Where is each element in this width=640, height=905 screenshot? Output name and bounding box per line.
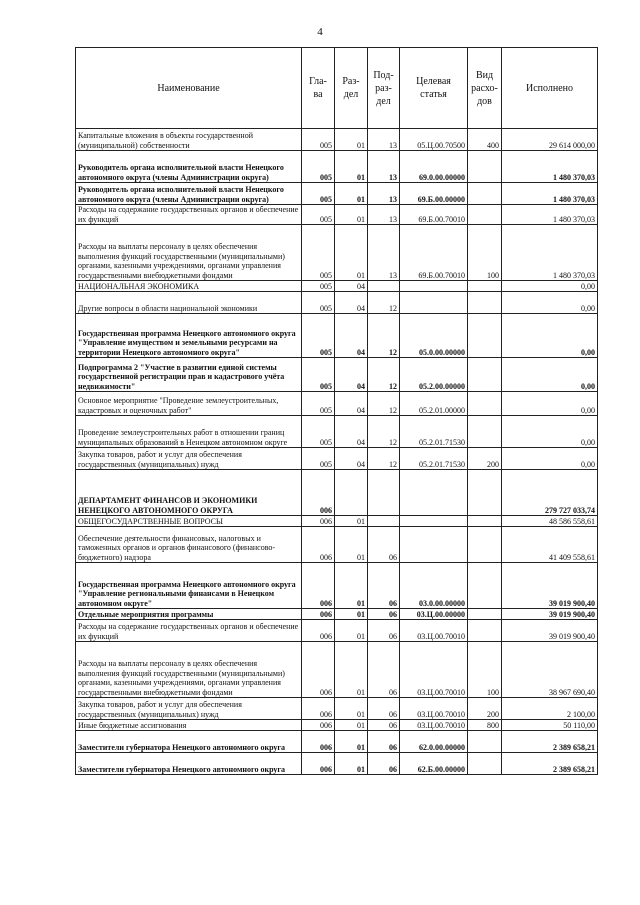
budget-table <box>75 47 598 775</box>
row-amount: 1 480 370,03 <box>502 151 598 183</box>
row-podrazdel: 12 <box>368 416 400 448</box>
table-row <box>76 183 598 205</box>
row-glava: 006 <box>302 516 335 527</box>
row-name: Заместители губернатора Ненецкого автономного округа <box>76 753 302 775</box>
row-glava: 006 <box>302 470 335 516</box>
row-name: Подпрограмма 2 "Участие в развитии единой системы государственной регистрации прав и кадастрового учёта недвижимости" <box>76 358 302 392</box>
row-razdel <box>335 470 368 516</box>
row-glava: 006 <box>302 620 335 642</box>
table-header-row <box>76 48 598 129</box>
row-target: 03.Ц.00.70010 <box>400 698 468 720</box>
row-razdel: 01 <box>335 753 368 775</box>
row-target <box>400 516 468 527</box>
row-target: 05.2.01.71530 <box>400 448 468 470</box>
row-amount: 0,00 <box>502 281 598 292</box>
table-row <box>76 753 598 775</box>
row-podrazdel: 06 <box>368 609 400 620</box>
row-podrazdel <box>368 470 400 516</box>
row-podrazdel: 06 <box>368 753 400 775</box>
row-name: Расходы на выплаты персоналу в целях обеспечения выполнения функций государственными (муниципальными) органами, казенными учреждениями, органами управления государственными внебюджетными фондами <box>76 225 302 281</box>
row-target: 05.2.01.00000 <box>400 392 468 416</box>
row-glava: 006 <box>302 731 335 753</box>
row-amount: 0,00 <box>502 292 598 314</box>
row-amount: 39 019 900,40 <box>502 620 598 642</box>
table-row <box>76 358 598 392</box>
row-name: Капитальные вложения в объекты государственной (муниципальной) собственности <box>76 129 302 151</box>
page-number: 4 <box>317 26 323 38</box>
table-row <box>76 731 598 753</box>
row-vid <box>468 753 502 775</box>
row-name: Руководитель органа исполнительной власти Ненецкого автономного округа (члены Администрации округа) <box>76 183 302 205</box>
row-target <box>400 470 468 516</box>
row-amount: 48 586 558,61 <box>502 516 598 527</box>
row-name: ДЕПАРТАМЕНТ ФИНАНСОВ И ЭКОНОМИКИ НЕНЕЦКОГО АВТОНОМНОГО ОКРУГА <box>76 470 302 516</box>
row-amount: 2 389 658,21 <box>502 731 598 753</box>
header-done: Исполнено <box>502 48 598 129</box>
row-amount: 2 100,00 <box>502 698 598 720</box>
row-glava: 005 <box>302 129 335 151</box>
row-amount: 39 019 900,40 <box>502 609 598 620</box>
table-row <box>76 416 598 448</box>
row-amount: 0,00 <box>502 314 598 358</box>
row-name: Закупка товаров, работ и услуг для обеспечения государственных (муниципальных) нужд <box>76 448 302 470</box>
row-name: Иные бюджетные ассигнования <box>76 720 302 731</box>
row-glava: 006 <box>302 642 335 698</box>
row-vid: 200 <box>468 448 502 470</box>
row-glava: 005 <box>302 183 335 205</box>
row-amount: 29 614 000,00 <box>502 129 598 151</box>
row-target: 05.Ц.00.70500 <box>400 129 468 151</box>
table-row <box>76 698 598 720</box>
row-razdel: 01 <box>335 720 368 731</box>
row-target: 69.Б.00.00000 <box>400 183 468 205</box>
row-name: Расходы на выплаты персоналу в целях обеспечения выполнения функций государственными (муниципальными) органами, казенными учреждениями, органами управления государственными внебюджетными фондами <box>76 642 302 698</box>
row-glava: 006 <box>302 698 335 720</box>
row-target: 03.Ц.00.70010 <box>400 620 468 642</box>
row-amount: 1 480 370,03 <box>502 225 598 281</box>
row-amount: 39 019 900,40 <box>502 563 598 609</box>
row-name: Основное мероприятие "Проведение землеустроительных, кадастровых и оценочных работ" <box>76 392 302 416</box>
row-vid: 200 <box>468 698 502 720</box>
row-razdel: 04 <box>335 448 368 470</box>
row-glava: 005 <box>302 358 335 392</box>
row-name: Расходы на содержание государственных органов и обеспечение их функций <box>76 205 302 225</box>
header-name: Наименование <box>76 48 302 129</box>
row-podrazdel: 06 <box>368 731 400 753</box>
row-razdel: 04 <box>335 281 368 292</box>
row-vid <box>468 183 502 205</box>
row-razdel: 04 <box>335 416 368 448</box>
row-podrazdel: 13 <box>368 225 400 281</box>
row-razdel: 04 <box>335 392 368 416</box>
table-row <box>76 314 598 358</box>
row-razdel: 01 <box>335 129 368 151</box>
row-razdel: 01 <box>335 563 368 609</box>
row-podrazdel: 13 <box>368 183 400 205</box>
row-razdel: 01 <box>335 527 368 563</box>
row-target <box>400 292 468 314</box>
row-target: 05.0.00.00000 <box>400 314 468 358</box>
row-glava: 006 <box>302 609 335 620</box>
table-row <box>76 563 598 609</box>
table-row <box>76 720 598 731</box>
table-row <box>76 281 598 292</box>
header-vid: Вид расхо- дов <box>468 48 502 129</box>
row-vid <box>468 470 502 516</box>
row-target: 62.Б.00.00000 <box>400 753 468 775</box>
row-target: 03.0.00.00000 <box>400 563 468 609</box>
row-name: Государственная программа Ненецкого автономного округа "Управление региональными финансами в Ненецком автономном округе" <box>76 563 302 609</box>
row-podrazdel: 06 <box>368 620 400 642</box>
row-name: ОБЩЕГОСУДАРСТВЕННЫЕ ВОПРОСЫ <box>76 516 302 527</box>
row-name: Проведение землеустроительных работ в отношении границ муниципальных образований в Ненецком автономном округе <box>76 416 302 448</box>
row-razdel: 01 <box>335 609 368 620</box>
row-target: 69.Б.00.70010 <box>400 225 468 281</box>
row-podrazdel: 12 <box>368 358 400 392</box>
row-glava: 006 <box>302 720 335 731</box>
row-target: 05.2.01.71530 <box>400 416 468 448</box>
row-vid <box>468 620 502 642</box>
row-target: 03.Ц.00.70010 <box>400 642 468 698</box>
row-glava: 005 <box>302 314 335 358</box>
row-vid <box>468 358 502 392</box>
header-razdel: Раз- дел <box>335 48 368 129</box>
table-row <box>76 392 598 416</box>
row-target: 05.2.00.00000 <box>400 358 468 392</box>
row-amount: 1 480 370,03 <box>502 205 598 225</box>
row-vid <box>468 392 502 416</box>
row-podrazdel: 06 <box>368 563 400 609</box>
table-row <box>76 225 598 281</box>
row-razdel: 01 <box>335 151 368 183</box>
row-vid <box>468 527 502 563</box>
row-name: Государственная программа Ненецкого автономного округа "Управление имуществом и земельными ресурсами на территории Ненецкого автономного округа" <box>76 314 302 358</box>
row-razdel: 01 <box>335 731 368 753</box>
table-row <box>76 205 598 225</box>
table-row <box>76 129 598 151</box>
row-podrazdel: 13 <box>368 205 400 225</box>
row-vid: 100 <box>468 642 502 698</box>
table-row <box>76 292 598 314</box>
table-row <box>76 642 598 698</box>
row-podrazdel: 12 <box>368 314 400 358</box>
row-vid <box>468 151 502 183</box>
row-glava: 005 <box>302 392 335 416</box>
row-amount: 1 480 370,03 <box>502 183 598 205</box>
row-vid <box>468 281 502 292</box>
row-name: Закупка товаров, работ и услуг для обеспечения государственных (муниципальных) нужд <box>76 698 302 720</box>
table-body <box>76 129 598 775</box>
table-row <box>76 527 598 563</box>
row-vid <box>468 205 502 225</box>
table-row <box>76 609 598 620</box>
row-vid: 800 <box>468 720 502 731</box>
row-glava: 005 <box>302 292 335 314</box>
row-target: 69.0.00.00000 <box>400 151 468 183</box>
row-razdel: 04 <box>335 292 368 314</box>
row-name: Обеспечение деятельности финансовых, налоговых и таможенных органов и органов финансового (финансово-бюджетного) надзора <box>76 527 302 563</box>
row-razdel: 01 <box>335 698 368 720</box>
row-razdel: 01 <box>335 183 368 205</box>
row-name: Заместители губернатора Ненецкого автономного округа <box>76 731 302 753</box>
row-razdel: 01 <box>335 225 368 281</box>
row-glava: 005 <box>302 225 335 281</box>
row-amount: 279 727 033,74 <box>502 470 598 516</box>
row-name: Расходы на содержание государственных органов и обеспечение их функций <box>76 620 302 642</box>
row-razdel: 01 <box>335 642 368 698</box>
row-vid <box>468 731 502 753</box>
row-name: Руководитель органа исполнительной власти Ненецкого автономного округа (члены Администрации округа) <box>76 151 302 183</box>
row-podrazdel: 06 <box>368 720 400 731</box>
row-podrazdel <box>368 281 400 292</box>
row-name: Другие вопросы в области национальной экономики <box>76 292 302 314</box>
row-amount: 0,00 <box>502 416 598 448</box>
row-razdel: 01 <box>335 205 368 225</box>
row-podrazdel: 12 <box>368 392 400 416</box>
row-vid: 400 <box>468 129 502 151</box>
row-glava: 005 <box>302 416 335 448</box>
table-row <box>76 448 598 470</box>
row-vid: 100 <box>468 225 502 281</box>
row-podrazdel <box>368 516 400 527</box>
row-amount: 41 409 558,61 <box>502 527 598 563</box>
row-target: 03.Ц.00.70010 <box>400 720 468 731</box>
row-vid <box>468 292 502 314</box>
row-amount: 38 967 690,40 <box>502 642 598 698</box>
row-amount: 0,00 <box>502 448 598 470</box>
row-vid <box>468 609 502 620</box>
row-podrazdel: 06 <box>368 527 400 563</box>
header-target: Целевая статья <box>400 48 468 129</box>
row-target <box>400 527 468 563</box>
row-podrazdel: 12 <box>368 448 400 470</box>
row-podrazdel: 06 <box>368 698 400 720</box>
table-row <box>76 516 598 527</box>
row-target <box>400 281 468 292</box>
row-name: Отдельные мероприятия программы <box>76 609 302 620</box>
row-vid <box>468 416 502 448</box>
row-podrazdel: 06 <box>368 642 400 698</box>
row-name: НАЦИОНАЛЬНАЯ ЭКОНОМИКА <box>76 281 302 292</box>
table-row <box>76 620 598 642</box>
row-glava: 005 <box>302 205 335 225</box>
row-glava: 005 <box>302 281 335 292</box>
row-glava: 005 <box>302 448 335 470</box>
table-row <box>76 470 598 516</box>
row-target: 03.Ц.00.00000 <box>400 609 468 620</box>
row-vid <box>468 516 502 527</box>
row-target: 62.0.00.00000 <box>400 731 468 753</box>
header-podrazdel: Под- раз- дел <box>368 48 400 129</box>
row-razdel: 04 <box>335 314 368 358</box>
row-podrazdel: 13 <box>368 129 400 151</box>
row-vid <box>468 314 502 358</box>
row-amount: 2 389 658,21 <box>502 753 598 775</box>
row-glava: 006 <box>302 527 335 563</box>
row-razdel: 04 <box>335 358 368 392</box>
row-target: 69.Б.00.70010 <box>400 205 468 225</box>
table-row <box>76 151 598 183</box>
row-amount: 0,00 <box>502 392 598 416</box>
row-vid <box>468 563 502 609</box>
row-podrazdel: 13 <box>368 151 400 183</box>
row-amount: 50 110,00 <box>502 720 598 731</box>
row-glava: 006 <box>302 753 335 775</box>
header-glava: Гла- ва <box>302 48 335 129</box>
row-glava: 005 <box>302 151 335 183</box>
row-glava: 006 <box>302 563 335 609</box>
row-razdel: 01 <box>335 516 368 527</box>
row-podrazdel: 12 <box>368 292 400 314</box>
row-razdel: 01 <box>335 620 368 642</box>
row-amount: 0,00 <box>502 358 598 392</box>
